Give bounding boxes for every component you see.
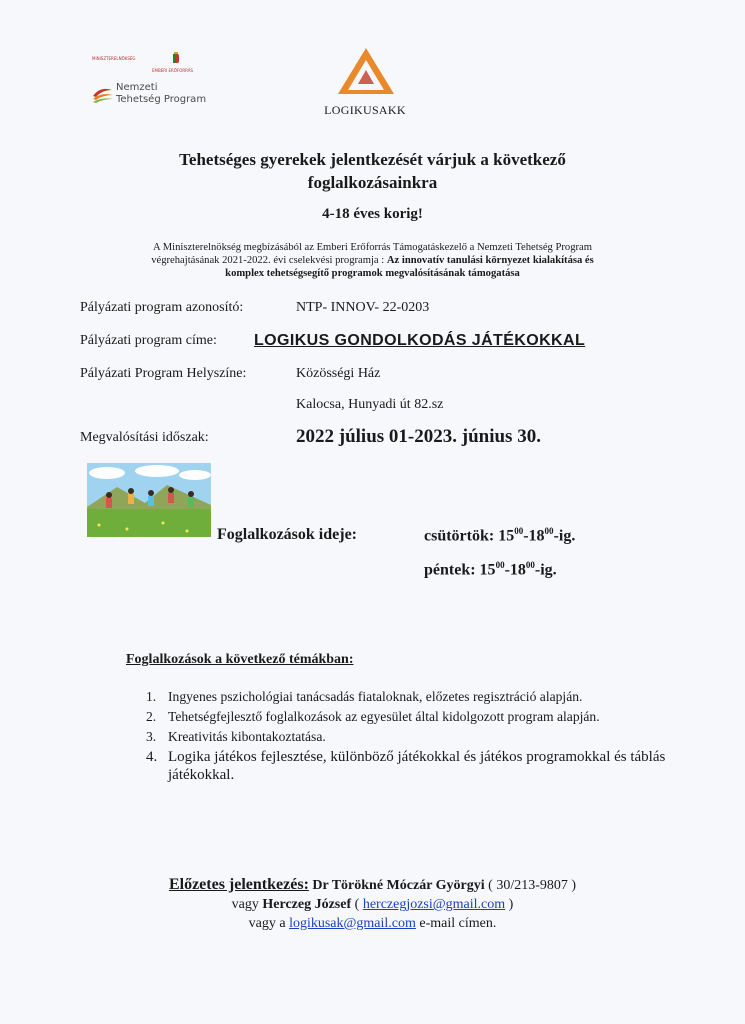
headline-line1: Tehetséges gyerekek jelentkezését várjuk a következő <box>179 150 566 169</box>
program-id-value: NTP- INNOV- 22-0203 <box>296 300 430 315</box>
ntp-logo <box>92 80 222 110</box>
registration-label: Előzetes jelentkezés: <box>168 876 309 893</box>
list-item <box>146 728 686 746</box>
schedule-thursday-suffix: -ig. <box>553 527 576 545</box>
program-title-value: LOGIKUS GONDOLKODÁS JÁTÉKOKKAL <box>254 332 586 349</box>
children-jumping-image <box>87 463 211 537</box>
list-item-number: 1. <box>146 689 157 704</box>
program-period-value: 2022 július 01-2023. június 30. <box>296 426 541 447</box>
topics-heading: Foglalkozások a következő témákban: <box>126 652 354 667</box>
schedule-friday-sup2: 00 <box>525 560 535 570</box>
program-period-label: Megvalósítási időszak: <box>80 430 209 445</box>
logikusakk-triangle-icon <box>336 46 396 96</box>
email-link-herczeg[interactable]: herczegjozsi@gmail.com <box>362 897 506 912</box>
schedule-label: Foglalkozások ideje: <box>217 526 357 543</box>
schedule-thursday-end: -18 <box>523 527 545 545</box>
schedule-thursday <box>424 526 575 545</box>
intro-line1: A Miniszterelnökség megbízásából az Emberi Erőforrás Támogatáskezelő a Nemzeti Tehetség Program <box>153 242 592 253</box>
contact-line3 <box>60 916 685 932</box>
list-item-text: Tehetségfejlesztő foglalkozások az egyesület által kidolgozott program alapján. <box>168 709 600 724</box>
intro-line3-bold: komplex tehetségsegítő programok megvalósításának támogatása <box>225 268 520 279</box>
schedule-friday-suffix: -ig. <box>534 561 557 579</box>
schedule-friday-end: -18 <box>504 561 526 579</box>
program-place-line2: Kalocsa, Hunyadi út 82.sz <box>296 397 444 412</box>
email-link-logikusak[interactable]: logikusak@gmail.com <box>289 916 416 931</box>
ministry-name: MINISZTERELNÖKSÉG <box>92 56 136 61</box>
program-id-label: Pályázati program azonosító: <box>80 300 244 315</box>
contact-line2: vagy Herczeg József ( herczegjozsi@gmail.com ) <box>231 897 514 912</box>
contact-or2: vagy a <box>248 916 286 931</box>
ministry-logos <box>92 52 212 78</box>
contact-person1: Dr Törökné Móczár Györgyi <box>312 878 485 893</box>
intro-line2: végrehajtásának 2021-2022. évi cselekvési programja : <box>151 255 387 266</box>
list-item-text: Kreativitás kibontakoztatása. <box>168 729 326 744</box>
schedule-friday-text: péntek: 15 <box>424 561 496 579</box>
list-item-number: 4. <box>146 749 158 765</box>
list-item <box>146 708 686 726</box>
contact-suffix: e-mail címen. <box>419 916 497 931</box>
ntp-wave-icon <box>92 84 114 104</box>
schedule-friday-sup1: 00 <box>495 560 505 570</box>
schedule-thursday-text: csütörtök: 15 <box>424 527 515 545</box>
contact-phone: ( 30/213-9807 ) <box>488 878 577 893</box>
coat-of-arms-icon <box>172 52 180 64</box>
contact-line1 <box>60 876 685 894</box>
schedule-friday <box>424 560 557 579</box>
contact-or1: vagy <box>231 897 259 912</box>
ntp-line2: Tehetség Program <box>116 94 207 105</box>
headline-line2: foglalkozásainkra <box>307 173 438 192</box>
logikusakk-name: LOGIKUSAKK <box>324 103 406 117</box>
program-place-label: Pályázati Program Helyszíne: <box>80 366 247 381</box>
schedule-thursday-sup2: 00 <box>544 526 554 536</box>
ministry-sub-name: EMBERI ERŐFORRÁS <box>152 68 194 73</box>
list-item <box>146 688 686 706</box>
program-place-line1: Közösségi Ház <box>296 366 381 381</box>
schedule-thursday-sup1: 00 <box>514 526 524 536</box>
list-item-text: Logika játékos fejlesztése, különböző játékokkal és játékos programokkal és táblás játékokkal. <box>168 749 666 783</box>
list-item <box>146 748 686 784</box>
ntp-line1: Nemzeti <box>116 82 158 93</box>
list-item-number: 2. <box>146 709 157 724</box>
contact-person2: Herczeg József <box>262 897 352 912</box>
age-range: 4-18 éves korig! <box>322 206 423 222</box>
list-item-text: Ingyenes pszichológiai tanácsadás fiataloknak, előzetes regisztráció alapján. <box>168 689 583 704</box>
program-title-label: Pályázati program címe: <box>80 333 217 348</box>
intro-line2-bold: Az innovatív tanulási környezet kialakítása és <box>386 255 594 266</box>
topics-list <box>146 688 686 786</box>
list-item-number: 3. <box>146 729 157 744</box>
intro-paragraph <box>60 241 685 280</box>
